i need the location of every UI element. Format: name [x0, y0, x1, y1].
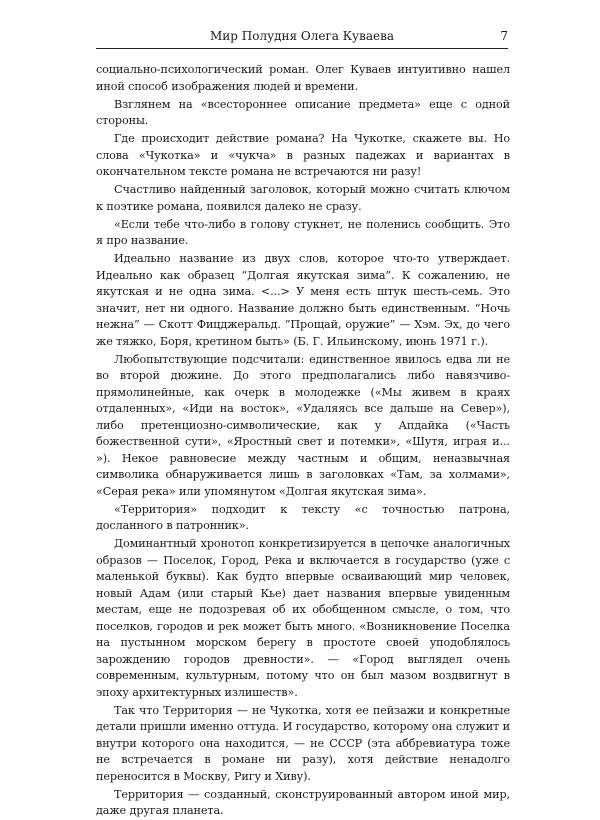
paragraph: Так что Территория — не Чукотка, хотя ее пейзажи и конкретные детали пришли именно оттуда. И государство, которому она служит и внутри которого она находится, — не СССР (эта аббревиатура тоже не встречается в романе ни разу), хотя действие ненадолго переносится в Москву, Ригу и Хиву). — [96, 703, 510, 783]
running-head — [96, 28, 508, 49]
quote-paragraph: «Если тебе что-либо в голову стукнет, не поленись сообщить. Это я про название. — [96, 217, 510, 247]
paragraph: Любопытствующие подсчитали: единственное явилось едва ли не во второй дюжине. До этого предполагались либо навязчиво-прямолинейные, как очерк в молодежке («Мы живем в краях отдаленных», «Иди на восток», «Удаляясь все дальше на Север»), либо претенциозно-символические, как у Апдайка («Часть божественной сути», «Яростный свет и потемки», «Шутя, играя и... »). Некое равновесие между частным и общим, неназвычная символика обнаруживается лишь в заголовках «Там, за холмами», «Серая река» или упомянутом «Долгая якутская зима». — [96, 352, 510, 498]
page-number: 7 — [500, 29, 508, 43]
quote-paragraph: Идеально название из двух слов, которое что-то утверждает. Идеально как образец “Долгая якутская зима”. К сожалению, не якутская и не одна зима. <...> У меня есть штук шесть-семь. Это значит, нет ни одного. Название должно быть единственным. “Ночь нежна” — Скотт Фицджеральд. “Прощай, оружие” — Хэм. Эх, до чего же тяжко, Боря, кретином быть» (Б. Г. Ильинскому, июнь 1971 г.). — [96, 252, 510, 348]
paragraph: Счастливо найденный заголовок, который можно считать ключом к поэтике романа, появился далеко не сразу. — [96, 183, 510, 213]
paragraph: Доминантный хронотоп конкретизируется в цепочке аналогичных образов — Поселок, Город, Река и включается в государство (уже с маленькой буквы). Как будто впервые осваивающий мир человек, новый Адам (или старый Кье) дает названия впервые увиденным местам, еще не подозревая об их обобщенном смысле, о том, что поселков, городов и рек может быть много. «Возникновение Поселка на пустынном морском берегу в простоте своей уподоблялось зарождению городов древности». — «Город выглядел очень современным, культурным, потому что он был мазом воздвигнут в эпоху архитектурных излишеств». — [96, 537, 510, 699]
paragraph: Где происходит действие романа? На Чукотке, скажете вы. Но слова «Чукотка» и «чукча» в разных падежах и вариантах в окончательном тексте романа не встречаются ни разу! — [96, 132, 510, 178]
paragraph: Взглянем на «всестороннее описание предмета» еще с одной стороны. — [96, 97, 510, 127]
running-head-title: Мир Полудня Олега Куваева — [209, 29, 394, 43]
paragraph: Территория — созданный, сконструированный автором иной мир, даже другая планета. — [96, 787, 510, 817]
paragraph: «Территория» подходит к тексту «с точностью патрона, досланного в патронник». — [96, 502, 510, 532]
body-text — [96, 62, 510, 820]
paragraph: социально-психологический роман. Олег Куваев интуитивно нашел иной способ изображения людей и времени. — [96, 63, 510, 93]
